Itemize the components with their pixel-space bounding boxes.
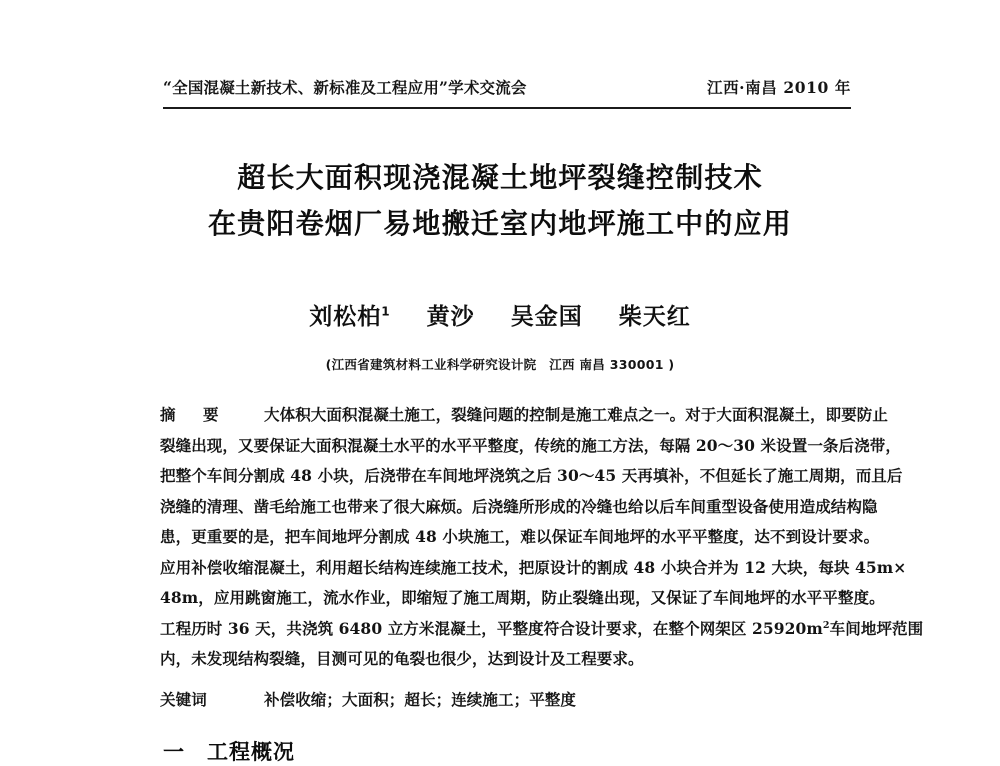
abstract-area-exponent: 2 (822, 619, 830, 631)
section-title: 工程概况 (207, 740, 295, 764)
author-affiliation: (江西省建筑材料工业科学研究设计院 江西 南昌 330001 ) (325, 357, 675, 372)
paper-title (0, 155, 1000, 247)
header-divider-rule (163, 107, 851, 109)
abstract-line: 把整个车间分割成 48 小块，后浇带在车间地坪浇筑之后 30～45 天再填补，不但延长了施工周期，而且后 (160, 466, 903, 485)
author-3: 吴金国 (510, 304, 583, 330)
abstract-label: 摘 要 (160, 405, 225, 424)
abstract-line: 应用补偿收缩混凝土，利用超长结构连续施工技术，把原设计的割成 48 小块合并为 12 大块，每块 45m× (160, 557, 907, 577)
author-1-affiliation-mark: 1 (381, 304, 391, 319)
keywords-label: 关键词 (160, 690, 207, 709)
header-location-year: 江西·南昌 2010 年 (706, 78, 851, 97)
author-2: 黄沙 (426, 304, 475, 330)
abstract-line (160, 614, 924, 645)
author-list (0, 298, 1000, 331)
paper-title-line-1: 超长大面积现浇混凝土地坪裂缝控制技术 (237, 161, 763, 194)
abstract-line: 患，更重要的是，把车间地坪分割成 48 小块施工，难以保证车间地坪的水平平整度，达不到设计要求。 (160, 527, 880, 546)
paper-title-line-2: 在贵阳卷烟厂易地搬迁室内地坪施工中的应用 (207, 207, 792, 240)
section-number: 一 (163, 740, 185, 764)
abstract-line: 48m，应用跳窗施工，流水作业，即缩短了施工周期，防止裂缝出现，又保证了车间地坪的水平平整度。 (160, 588, 885, 607)
header-conference-name: “全国混凝土新技术、新标准及工程应用”学术交流会 (163, 78, 527, 97)
abstract-block (160, 400, 924, 675)
section-heading-1 (163, 736, 295, 766)
abstract-line: 浇缝的清理、凿毛给施工也带来了很大麻烦。后浇缝所形成的冷缝也给以后车间重型设备使用造成结构隐 (160, 496, 878, 516)
author-4: 柴天红 (618, 304, 691, 330)
abstract-text: 工程历时 36 天，共浇筑 6480 立方米混凝土，平整度符合设计要求，在整个网架区 25920m (160, 618, 823, 638)
author-1-name: 刘松柏 (309, 304, 382, 330)
abstract-text-tail: 车间地坪范围 (829, 618, 924, 638)
keywords-text: 补偿收缩；大面积；超长；连续施工；平整度 (264, 690, 577, 709)
abstract-text: 大体积大面积混凝土施工，裂缝问题的控制是施工难点之一。对于大面积混凝土，即要防止 (264, 405, 889, 424)
abstract-line: 内，未发现结构裂缝，目测可见的龟裂也很少，达到设计及工程要求。 (160, 649, 644, 668)
abstract-line (160, 400, 889, 431)
running-header (163, 76, 851, 98)
author-1 (309, 304, 390, 330)
keywords-block (160, 688, 860, 710)
abstract-line: 裂缝出现，又要保证大面积混凝土水平的水平平整度，传统的施工方法，每隔 20～30 米设置一条后浇带， (160, 435, 901, 455)
